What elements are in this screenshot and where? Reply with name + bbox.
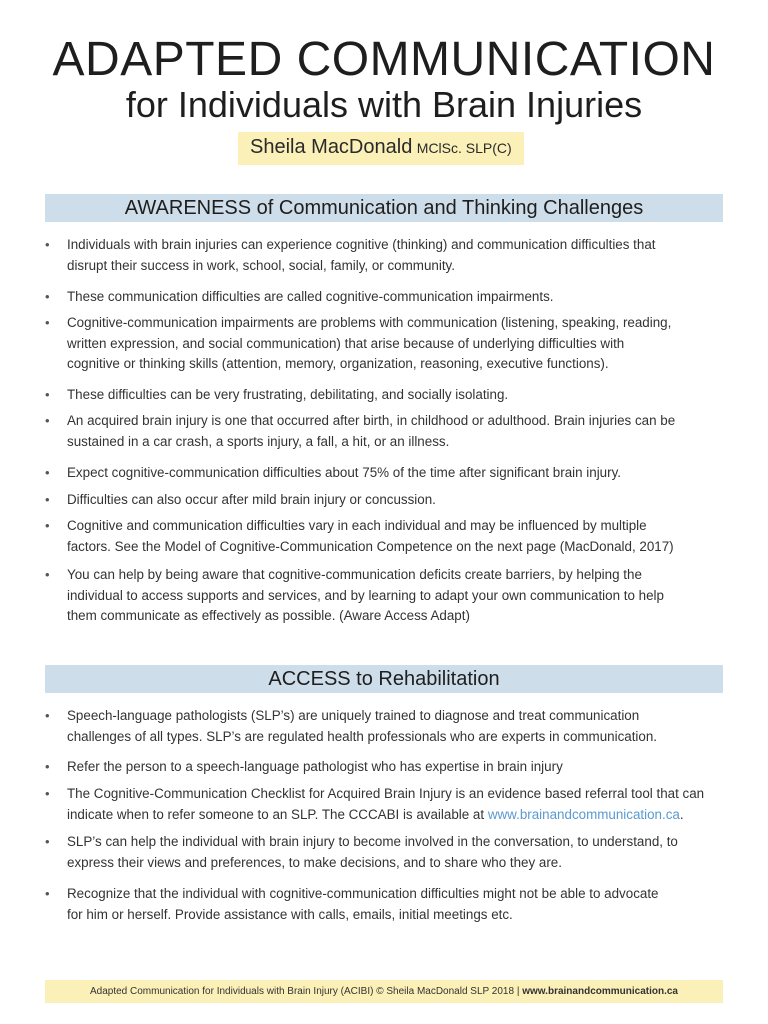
list-item [45, 385, 725, 406]
bullet-icon: • [45, 786, 50, 801]
bullet-icon: • [45, 237, 50, 252]
bullet-icon: • [45, 492, 50, 507]
bullet-icon: • [45, 834, 50, 849]
list-item [45, 490, 725, 511]
author-badge [238, 132, 524, 165]
list-item [45, 784, 725, 825]
list-item-line: Difficulties can also occur after mild brain injury or concussion. [67, 492, 436, 507]
list-item [45, 832, 725, 873]
list-item-line: them communicate as effectively as possible. (Aware Access Adapt) [67, 608, 470, 623]
list-item [45, 313, 725, 375]
bullet-icon: • [45, 387, 50, 402]
list-item-line: Individuals with brain injuries can experience cognitive (thinking) and communication difficulties that [67, 237, 656, 252]
footer-text: Adapted Communication for Individuals with Brain Injury (ACIBI) © Sheila MacDonald SLP 2018 | [89, 986, 520, 997]
list-item-line: cognitive or thinking skills (attention, memory, organization, reasoning, executive functions). [67, 356, 609, 371]
page-subtitle: for Individuals with Brain Injuries [125, 84, 643, 125]
list-item-line: express their views and preferences, to make decisions, and to share who they are. [67, 854, 562, 870]
list-item [45, 411, 725, 452]
list-item-line: disrupt their success in work, school, social, family, or community. [67, 257, 455, 273]
list-item [45, 235, 725, 276]
list-item-line: challenges of all types. SLP’s are regulated health professionals who are experts in communication. [67, 728, 658, 744]
list-item-line: factors. See the Model of Cognitive-Communication Competence on the next page (MacDonald, 2017) [67, 538, 674, 554]
list-item [45, 706, 725, 747]
list-item-line: Speech-language pathologists (SLP’s) are uniquely trained to diagnose and treat communication [67, 708, 640, 723]
list-item-line: An acquired brain injury is one that occurred after birth, in childhood or adulthood. Brain injuries can be [67, 413, 676, 428]
bullet-icon: • [45, 518, 50, 533]
list-item [45, 565, 725, 627]
list-item-line: SLP’s can help the individual with brain injury to become involved in the conversation, to understand, to [67, 834, 678, 849]
bullet-icon: • [45, 413, 50, 428]
list-item [45, 463, 725, 484]
bullet-icon: • [45, 315, 50, 330]
list-item-line: These difficulties can be very frustrating, debilitating, and socially isolating. [67, 387, 509, 402]
list-item [45, 287, 725, 308]
bullet-icon: • [45, 289, 50, 304]
list-item-line: You can help by being aware that cognitive-communication deficits create barriers, by helping the [67, 567, 642, 582]
list-item-line: The Cognitive-Communication Checklist for Acquired Brain Injury is an evidence based referral tool that can [67, 786, 705, 801]
list-item-line: individual to access supports and services, and by learning to adapt your own communication to help [67, 587, 664, 603]
list-item-line: Refer the person to a speech-language pathologist who has expertise in brain injury [67, 759, 563, 774]
list-item-line: These communication difficulties are called cognitive-communication impairments. [67, 289, 554, 304]
bullet-icon: • [45, 886, 50, 901]
page-footer [45, 980, 723, 1003]
list-item [45, 757, 725, 778]
section-heading-awareness: AWARENESS of Communication and Thinking Challenges [45, 194, 723, 222]
list-item-line: for him or herself. Provide assistance with calls, emails, initial meetings etc. [67, 906, 513, 922]
cccabi-link[interactable]: www.brainandcommunication.ca [487, 806, 680, 822]
footer-url[interactable]: www.brainandcommunication.ca [522, 986, 678, 997]
list-item [45, 516, 725, 557]
list-item-line: Recognize that the individual with cognitive-communication difficulties might not be able to advocate [67, 886, 659, 901]
list-item-line: Cognitive and communication difficulties vary in each individual and may be influenced by multiple [67, 518, 647, 533]
list-item-line: Cognitive-communication impairments are problems with communication (listening, speaking, reading, [67, 315, 672, 330]
bullet-icon: • [45, 759, 50, 774]
author-name: Sheila MacDonald [250, 136, 413, 158]
list-item-line: indicate when to refer someone to an SLP. The CCCABI is available at [67, 806, 485, 822]
bullet-icon: • [45, 708, 50, 723]
list-item-line: written expression, and social communication) that arise because of underlying difficulties with [67, 335, 625, 351]
bullet-icon: • [45, 567, 50, 582]
list-item-line: Expect cognitive-communication difficulties about 75% of the time after significant brain injury. [67, 465, 622, 480]
section-heading-access: ACCESS to Rehabilitation [45, 665, 723, 693]
list-item [45, 884, 725, 925]
page-title: ADAPTED COMMUNICATION [52, 33, 716, 86]
author-credentials: MClSc. SLP(C) [416, 140, 512, 156]
list-item-line: sustained in a car crash, a sports injury, a fall, a hit, or an illness. [67, 433, 450, 449]
bullet-icon: • [45, 465, 50, 480]
link-suffix: . [679, 806, 684, 822]
